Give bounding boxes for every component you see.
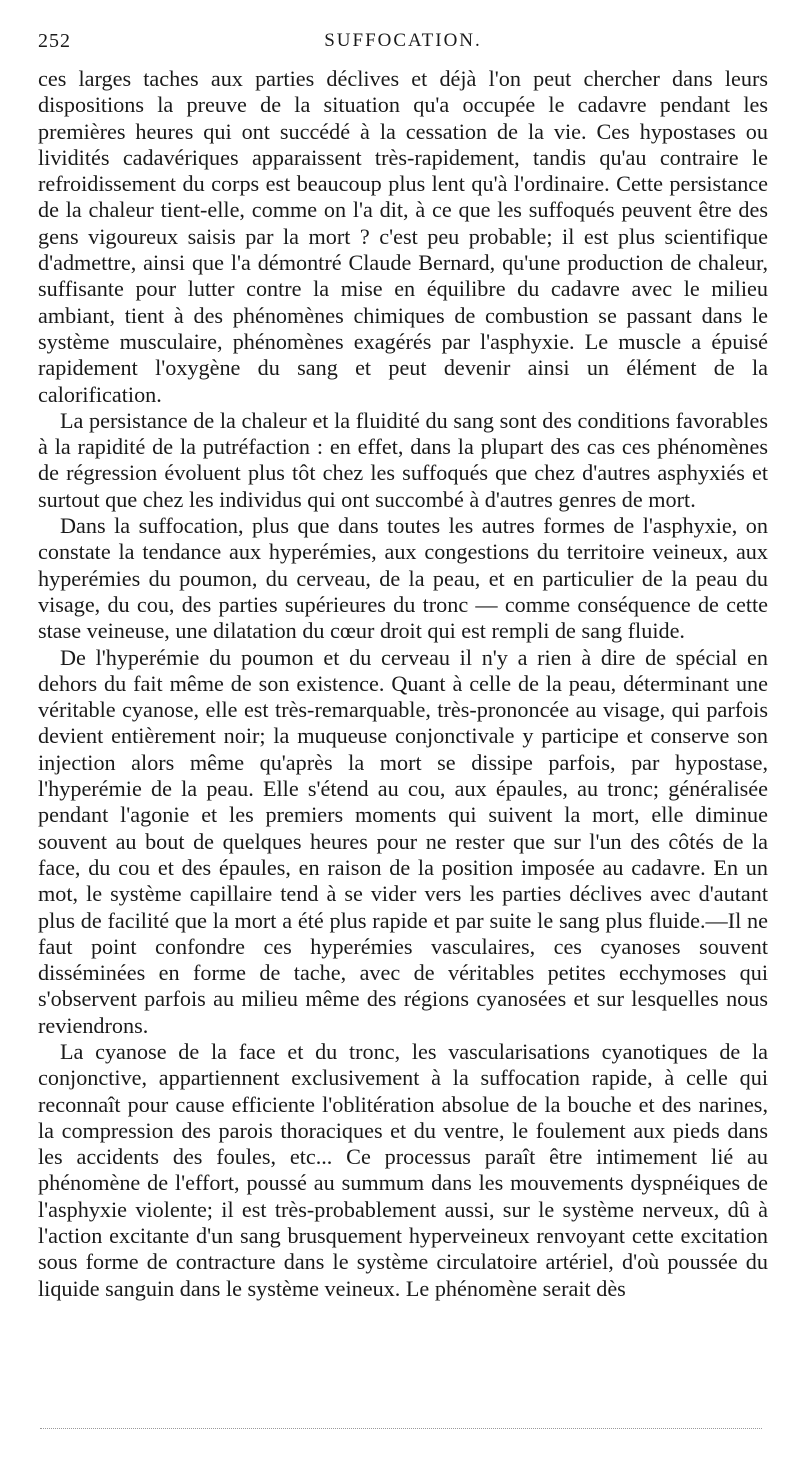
paragraph: De l'hyperémie du poumon et du cerveau il n'y a rien à dire de spécial en dehors du fait même de son existence. Quant à celle de la peau, déterminant une véritable cyanose, elle est très-remarquable, très-prononcée au visage, qui parfois devient entièrement noir; la muqueuse conjonctivale y participe et conserve son injection alors même qu'après la mort se dissipe parfois, par hypostase, l'hyperémie de la peau. Elle s'étend au cou, aux épaules, au tronc; généralisée pendant l'agonie et les premiers moments qui suivent la mort, elle diminue souvent au bout de quelques heures pour ne rester que sur l'un des côtés de la face, du cou et des épaules, en raison de la position imposée au cadavre. En un mot, le système capillaire tend à se vider vers les parties déclives avec d'autant plus de facilité que la mort a été plus rapide et par suite le sang plus fluide.—Il ne faut point confondre ces hyperémies vasculaires, ces cyanoses souvent disséminées en forme de tache, avec de véritables petites ecchymoses qui s'observent parfois au milieu même des régions cyanosées et sur lesquelles nous reviendrons.	[38, 644, 768, 1038]
paragraph: La persistance de la chaleur et la fluidité du sang sont des conditions favorables à la rapidité de la putréfaction : en effet, dans la plupart des cas ces phénomènes de régression évoluent plus tôt chez les suffoqués que chez d'autres asphyxiés et surtout que chez les individus qui ont succombé à d'autres genres de mort.	[38, 407, 768, 512]
book-page	[38, 30, 768, 1302]
page-header	[38, 30, 768, 56]
page-number: 252	[38, 30, 71, 52]
paragraph: La cyanose de la face et du tronc, les vascularisations cyanotiques de la conjonctive, appartiennent exclusivement à la suffocation rapide, à celle qui reconnaît pour cause efficiente l'oblitération absolue de la bouche et des narines, la compression des parois thoraciques et du ventre, le foulement aux pieds dans les accidents des foules, etc... Ce processus paraît être intimement lié au phénomène de l'effort, poussé au summum dans les mouvements dyspnéiques de l'asphyxie violente; il est très-probablement aussi, sur le système nerveux, dû à l'action excitante d'un sang brusquement hyperveineux renvoyant cette excitation sous forme de contracture dans le système circulatoire artériel, d'où poussée du liquide sanguin dans le système veineux. Le phénomène serait dès	[38, 1038, 768, 1301]
running-title: SUFFOCATION.	[324, 30, 482, 51]
paragraph-continued: ces larges taches aux parties déclives et déjà l'on peut chercher dans leurs dispositions la preuve de la situation qu'a occupée le cadavre pendant les premières heures qui ont succédé à la cessation de la vie. Ces hypostases ou lividités cadavériques apparaissent très-rapidement, tandis qu'au contraire le refroidissement du corps est beaucoup plus lent qu'à l'ordinaire. Cette persistance de la chaleur tient-elle, comme on l'a dit, à ce que les suffoqués peuvent être des gens vigoureux saisis par la mort ? c'est peu probable; il est plus scientifique d'admettre, ainsi que l'a démontré Claude Bernard, qu'une production de chaleur, suffisante pour lutter contre la mise en équilibre du cadavre avec le milieu ambiant, tient à des phénomènes chimiques de combustion se passant dans le système musculaire, phénomènes exagérés par l'asphyxie. Le muscle a épuisé rapidement l'oxygène du sang et peut devenir ainsi un élément de la calorification.	[38, 66, 768, 407]
paragraph: Dans la suffocation, plus que dans toutes les autres formes de l'asphyxie, on constate la tendance aux hyperémies, aux congestions du territoire veineux, aux hyperémies du poumon, du cerveau, de la peau, et en particulier de la peau du visage, du cou, des parties supérieures du tronc — comme conséquence de cette stase veineuse, une dilatation du cœur droit qui est rempli de sang fluide.	[38, 513, 768, 644]
footer-dotted-rule	[40, 1428, 762, 1429]
body-text	[38, 66, 768, 1302]
